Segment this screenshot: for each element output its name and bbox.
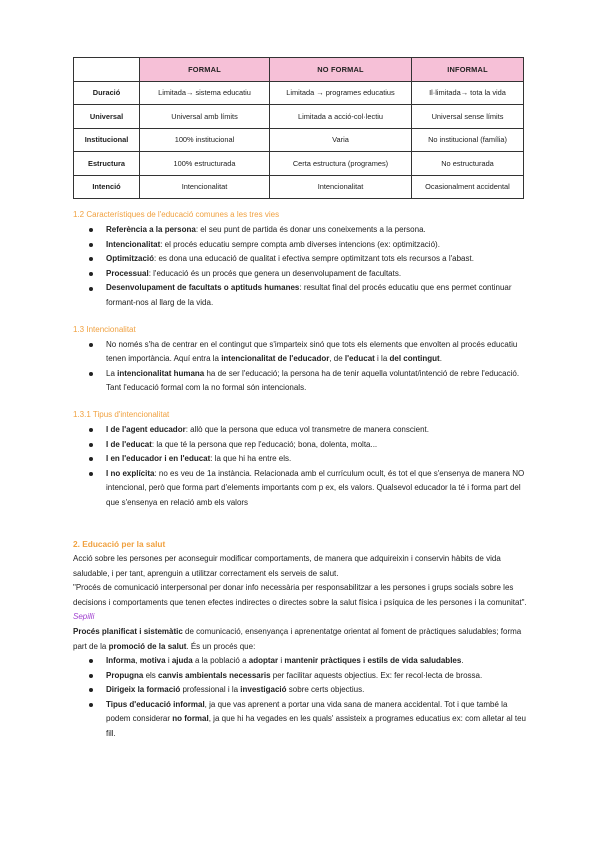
table-header-row — [74, 58, 524, 82]
text: , ja que vas aprenent a portar una vida sana de manera accidental. Tot i que també la podem considerar — [106, 699, 508, 724]
text: a la població a — [192, 656, 249, 666]
list-item — [106, 281, 533, 310]
cell-informal: Ocasionalment accidental — [412, 175, 524, 199]
text: i — [278, 656, 285, 666]
list-item — [106, 683, 533, 698]
text: La — [106, 368, 118, 378]
term: I de l'educat — [106, 439, 152, 449]
cell-no-formal: Certa estructura (programes) — [270, 152, 412, 176]
bullet-list — [73, 654, 533, 742]
term: del contingut — [389, 354, 440, 364]
table-row — [74, 128, 524, 152]
term: Propugna — [106, 670, 144, 680]
section-heading: 1.2 Característiques de l'educació comunes a les tres vies — [73, 210, 280, 219]
term: Intencionalitat — [106, 239, 161, 249]
text: i — [165, 656, 172, 666]
list-item — [106, 252, 533, 267]
cell-informal: No estructurada — [412, 152, 524, 176]
text: . És un procés que: — [186, 641, 256, 651]
quote-text: "Procés de comunicació interpersonal per donar info necessària per responsabilitzar a les persones i grups socials sobre les decisions i comportaments que tenen efectes indirectes o directes sobre la salut física i psíquica de les persones i la comunitat". — [73, 583, 527, 607]
table-row — [74, 152, 524, 176]
term: Optimització — [106, 254, 155, 264]
text: . — [439, 354, 442, 364]
text: sobre certs objectius. — [286, 685, 365, 695]
text: ha de ser l'educació; la persona ha de tenir aquella voluntat/intenció de rebre l'educació. Tant l'educació formal com la no formal són intencionals. — [106, 368, 520, 393]
term: Desenvolupament de facultats o aptituds humanes — [106, 283, 300, 293]
term: intencionalitat humana — [117, 368, 205, 378]
cell-informal: No institucional (família) — [412, 128, 524, 152]
term: canvis ambientals necessaris — [158, 670, 271, 680]
row-label: Estructura — [74, 152, 140, 176]
term: Procés planificat i sistemàtic — [73, 626, 183, 636]
list-item — [106, 238, 533, 253]
term: Informa — [106, 656, 136, 666]
term: mantenir pràctiques i estils de vida saludables — [284, 656, 462, 666]
definition: : es dona una educació de qualitat i efectiva sempre optimitzant tots els recursos a l'abast. — [154, 254, 474, 264]
term: I no explícita — [106, 468, 155, 478]
section-1-3-1 — [73, 409, 533, 511]
cell-formal: Intencionalitat — [140, 175, 270, 199]
definition: : allò que la persona que educa vol transmetre de manera conscient. — [185, 424, 429, 434]
text: i la — [374, 354, 390, 364]
list-item — [106, 438, 533, 453]
term: Processual — [106, 268, 149, 278]
term: l'educat — [344, 354, 375, 364]
document-body — [73, 209, 533, 742]
row-label: Intenció — [74, 175, 140, 199]
term: Referència a la persona — [106, 225, 196, 234]
paragraph — [73, 625, 533, 654]
cell-formal: 100% institucional — [140, 128, 270, 152]
list-item — [106, 367, 533, 396]
row-label: Institucional — [74, 128, 140, 152]
text: . — [461, 656, 464, 666]
list-item — [106, 698, 533, 742]
table-header-empty — [74, 58, 140, 82]
table-row — [74, 105, 524, 129]
section-1-3 — [73, 324, 533, 396]
cell-no-formal: Limitada a acció-col·lectiu — [270, 105, 412, 129]
term: motiva — [139, 656, 166, 666]
cell-no-formal: Limitada → programes educatius — [270, 81, 412, 105]
cell-formal: Universal amb límits — [140, 105, 270, 129]
term: ajuda — [171, 656, 193, 666]
term: investigació — [240, 685, 287, 695]
text: , de — [329, 354, 345, 364]
list-item — [106, 669, 533, 684]
cell-informal: Il·limitada→ tota la vida — [412, 81, 524, 105]
quote-paragraph — [73, 581, 533, 625]
definition: : resultat final del procés educatiu que ens permet continuar formant-nos al llarg de la vida. — [106, 283, 512, 307]
bullet-list — [73, 223, 533, 311]
table-header-formal: FORMAL — [140, 58, 270, 82]
cell-no-formal: Intencionalitat — [270, 175, 412, 199]
section-2 — [73, 538, 533, 742]
definition: : el procés educatiu sempre compta amb diverses intencions (ex: optimització). — [160, 239, 440, 249]
term: no formal — [172, 714, 209, 724]
text: , ja que hi ha vegades en les quals' assisteix a programes educatius ex: com alletar al teu fill. — [106, 714, 526, 739]
definition: : l'educació és un procés que genera un desenvolupament de facultats. — [148, 268, 402, 278]
text: No només s'ha de centrar en el contingut que s'imparteix sinó que tots els elements que envolten al procés educatiu tenen importància. Aquí entra la — [106, 339, 518, 364]
definition: : la que té la persona que rep l'educació; bona, dolenta, molta... — [151, 439, 378, 449]
term: promoció de la salut — [108, 641, 187, 651]
cell-formal: Limitada→ sistema educatiu — [140, 81, 270, 105]
comparison-table — [73, 57, 524, 199]
table-header-no-formal: NO FORMAL — [270, 58, 412, 82]
text: per facilitar aquests objectius. Ex: fer recol·lecta de brossa. — [270, 670, 483, 680]
definition: : no es veu de 1a instància. Relacionada amb el currículum ocult, és tot el que s'ensenya de manera NO intencional, però que forma part d'elements importants com p ex, els valors. Qualsevol educador la té i forma part del que s'ensenya en relació amb els valors — [106, 468, 525, 507]
text: , — [135, 656, 140, 666]
list-item — [106, 452, 533, 467]
text: els — [143, 670, 159, 680]
cell-formal: 100% estructurada — [140, 152, 270, 176]
term: I en l'educador i en l'educat — [106, 454, 211, 464]
list-item — [106, 223, 533, 238]
section-heading: 2. Educació per la salut — [73, 538, 166, 549]
section-heading: 1.3.1 Tipus d'intencionalitat — [73, 409, 170, 419]
text: de comunicació, ensenyança i aprenentatge orientat al foment de pràctiques saludables; forma part de la — [73, 626, 522, 651]
term: Dirigeix la formació — [106, 685, 181, 695]
section-heading: 1.3 Intencionalitat — [73, 324, 136, 334]
row-label: Duració — [74, 81, 140, 105]
bullet-list — [73, 423, 533, 511]
list-item — [106, 467, 533, 511]
list-item — [106, 267, 533, 282]
definition: : la que hi ha entre els. — [210, 454, 292, 464]
table-header-informal: INFORMAL — [412, 58, 524, 82]
cell-informal: Universal sense límits — [412, 105, 524, 129]
term: adoptar — [248, 656, 279, 666]
paragraph: Acció sobre les persones per aconseguir modificar comportaments, de manera que adquireixin i conservin hàbits de vida saludable, i per tant, aprenguin a utilitzar correctament els serveis de salut. — [73, 553, 501, 578]
list-item — [106, 423, 533, 438]
row-label: Universal — [74, 105, 140, 129]
table-row — [74, 81, 524, 105]
table-row — [74, 175, 524, 199]
quote-author: Sepilli — [73, 612, 95, 622]
text: professional i la — [180, 685, 241, 695]
list-item — [106, 338, 533, 367]
term: I de l'agent educador — [106, 424, 186, 434]
cell-no-formal: Varia — [270, 128, 412, 152]
definition: : el seu punt de partida és donar uns coneixements a la persona. — [195, 225, 426, 234]
term: intencionalitat de l'educador — [221, 354, 330, 364]
term: Tipus d'educació informal — [106, 699, 205, 709]
list-item — [106, 654, 533, 669]
section-1-2 — [73, 209, 533, 311]
bullet-list — [73, 338, 533, 396]
